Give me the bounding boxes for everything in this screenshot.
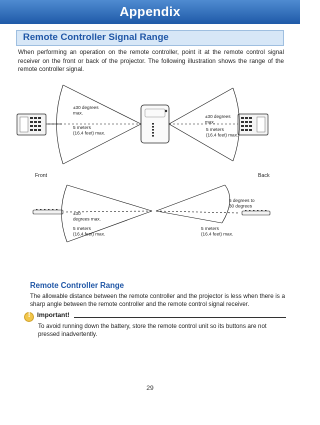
page-header: Appendix [0,0,300,24]
projector-top-view [141,105,169,143]
remote-top-right [238,114,268,135]
front-signal-lines [46,85,141,164]
bottom-left-distance-label: 5 meters (16.4 feet) max. [73,226,106,237]
range-heading: Remote Controller Range [30,281,125,290]
warning-icon [24,312,34,322]
range-paragraph: The allowable distance between the remote controller and the projector is less when there is a sharp angle between the remote controller and the remote control signal receiver. [30,293,285,309]
signal-range-diagram [0,75,300,275]
remote-side-right [242,210,270,215]
top-left-angle-label: ±30 degrees max. [73,105,99,116]
front-label: Front [35,173,48,179]
page-number: 29 [146,385,154,392]
remote-side-left [33,209,63,214]
top-right-distance-label: 5 meters (16.4 feet) max. [206,127,239,138]
section-title: Remote Controller Signal Range [16,30,284,46]
bottom-right-angle-label: 5 degrees to 30 degrees [229,198,255,209]
intro-paragraph: When performing an operation on the remote controller, point it at the remote control signal receiver on the front or back of the projector. The following illustration shows the range of the remote controller signal. [18,49,284,74]
remote-top-left [17,114,46,135]
bottom-left-angle-label: ±30 degrees max. [73,211,101,222]
bottom-right-distance-label: 5 meters (16.4 feet) max. [201,226,234,237]
back-side-lines [156,185,239,223]
important-header [24,312,286,322]
top-right-angle-label: ±30 degrees max. [205,114,231,125]
top-left-distance-label: 5 meters (16.4 feet) max. [73,125,106,136]
important-label: Important! [37,312,70,319]
important-divider [74,317,286,318]
important-text: To avoid running down the battery, store the remote control unit so its buttons are not pressed inadvertently. [38,323,267,339]
back-label: Back [258,173,270,179]
